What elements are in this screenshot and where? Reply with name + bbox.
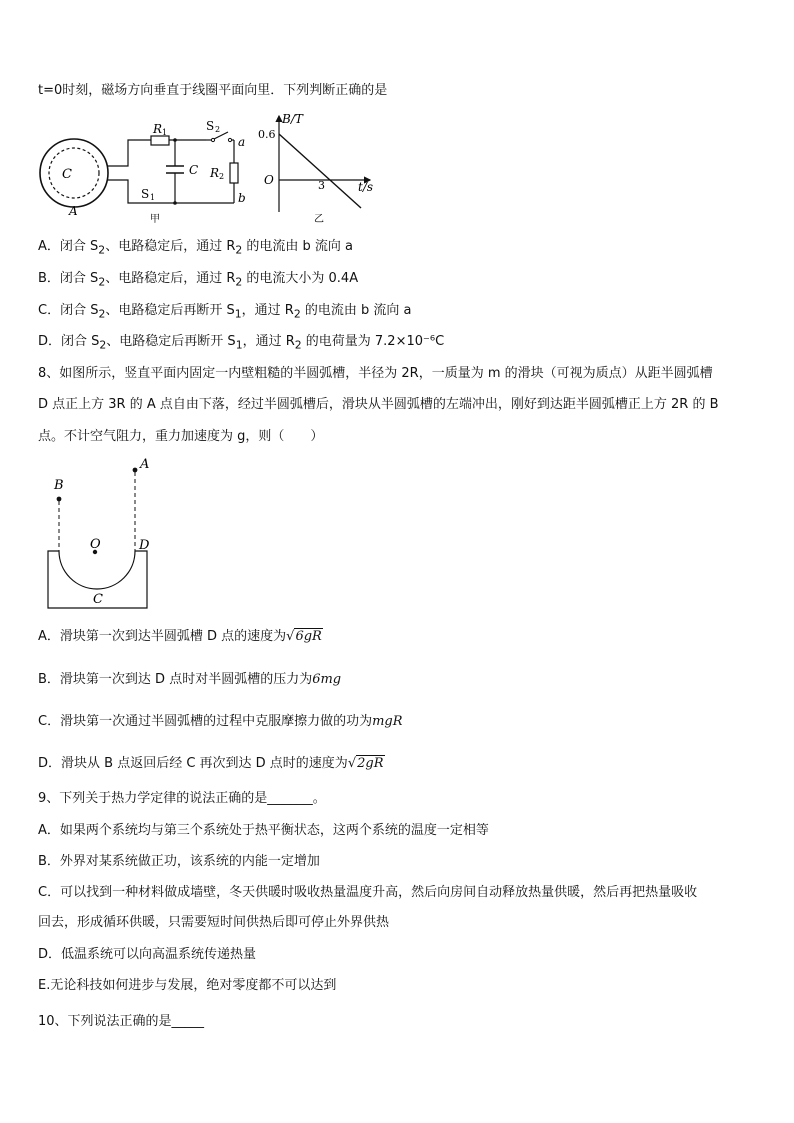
- y-axis-label: B/T: [282, 112, 303, 126]
- svg-text:A: A: [140, 457, 150, 472]
- coil-point-label: A: [69, 204, 78, 218]
- svg-text:B: B: [54, 478, 64, 493]
- q8-option-c: C．滑块第一次通过半圆弧槽的过程中克服摩擦力做的功为mgR: [38, 714, 403, 729]
- q8-semicircle-figure: [40, 452, 160, 612]
- q9-stem: 9、下列关于热力学定律的说法正确的是_______。: [38, 791, 326, 806]
- q9-option-e: E.无论科技如何进步与发展，绝对零度都不可以达到: [38, 978, 337, 993]
- figure-jia-caption: 甲: [150, 214, 160, 225]
- x-axis-label: t/s: [358, 180, 374, 194]
- svg-text:C: C: [189, 163, 199, 177]
- svg-text:R: R: [210, 166, 220, 180]
- q8-stem-line3: 点。不计空气阻力，重力加速度为 g，则（ ）: [38, 429, 324, 444]
- sqrt-6gr: √6gR: [286, 629, 322, 644]
- svg-text:2: 2: [219, 172, 225, 181]
- q7-option-c: C．闭合 $S_2$、电路稳定后再断开 $S_1$，通过 $R_2$ 的电流由 b 流向 a: [38, 303, 412, 321]
- point-b: [57, 497, 62, 502]
- svg-text:1: 1: [162, 128, 168, 137]
- q9-option-a: A．如果两个系统均与第三个系统处于热平衡状态，这两个系统的温度一定相等: [38, 823, 489, 838]
- point-a: [133, 468, 138, 473]
- q9-option-c-cont: 回去，形成循环供暖，只需要短时间供热后即可停止外界供热: [38, 915, 390, 930]
- svg-text:b: b: [238, 191, 246, 205]
- q8-option-a: A．滑块第一次到达半圆弧槽 D 点的速度为√6gR: [38, 629, 322, 644]
- q8-option-d: D．滑块从 B 点返回后经 C 再次到达 D 点时的速度为√2gR: [38, 756, 384, 771]
- svg-text:S: S: [206, 119, 215, 133]
- svg-text:C: C: [93, 592, 103, 607]
- svg-text:R: R: [153, 122, 163, 136]
- svg-text:S: S: [141, 187, 150, 201]
- svg-text:a: a: [238, 135, 246, 149]
- q8-stem-line1: 8、如图所示，竖直平面内固定一内壁粗糙的半圆弧槽，半径为 2R，一质量为 m 的滑块（可视为质点）从距半圆弧槽: [38, 366, 713, 381]
- figure-yi-caption: 乙: [314, 214, 324, 225]
- q9-option-d: D．低温系统可以向高温系统传递热量: [38, 947, 257, 962]
- svg-text:1: 1: [150, 193, 156, 202]
- resistor-r2: [230, 163, 238, 183]
- q9-option-c: C．可以找到一种材料做成墙壁，冬天供暖时吸收热量温度升高，然后向房间自动释放热量供暖，然后再把热量吸收: [38, 885, 698, 900]
- q10-stem: 10、下列说法正确的是_____: [38, 1014, 205, 1029]
- q8-stem-line2: D 点正上方 3R 的 A 点自由下落，经过半圆弧槽后，滑块从半圆弧槽的左端冲出，刚好到达距半圆弧槽正上方 2R 的 B: [38, 397, 719, 412]
- q7-stem: t=0时刻，磁场方向垂直于线圈平面向里．下列判断正确的是: [38, 83, 388, 98]
- origin-label: O: [264, 173, 274, 187]
- svg-text:D: D: [139, 538, 150, 553]
- resistor-r1: [151, 136, 169, 145]
- coil-dashed-field: [49, 148, 99, 198]
- b-line: [279, 134, 361, 208]
- svg-text:O: O: [90, 537, 101, 552]
- q7-option-d: D．闭合 $S_2$、电路稳定后再断开 $S_1$，通过 $R_2$ 的电荷量为 7.2×10⁻⁶C: [38, 334, 445, 352]
- coil-label: C: [62, 167, 72, 182]
- sqrt-2gr: √2gR: [347, 756, 384, 771]
- q7-bt-graph: [258, 112, 383, 227]
- q8-option-b: B．滑块第一次到达 D 点时对半圆弧槽的压力为6mg: [38, 672, 342, 687]
- y-tick-label: 0.6: [258, 128, 276, 141]
- q9-option-b: B．外界对某系统做正功，该系统的内能一定增加: [38, 854, 320, 869]
- q7-option-a: A．闭合 $S_2$、电路稳定后，通过 $R_2$ 的电流由 b 流向 a: [38, 239, 353, 257]
- svg-text:2: 2: [215, 125, 221, 134]
- x-tick-label: 3: [318, 179, 325, 192]
- q7-option-b: B．闭合 $S_2$、电路稳定后，通过 $R_2$ 的电流大小为 0.4A: [38, 271, 359, 289]
- coil-outer: [40, 139, 108, 207]
- q7-circuit-figure: [36, 118, 251, 228]
